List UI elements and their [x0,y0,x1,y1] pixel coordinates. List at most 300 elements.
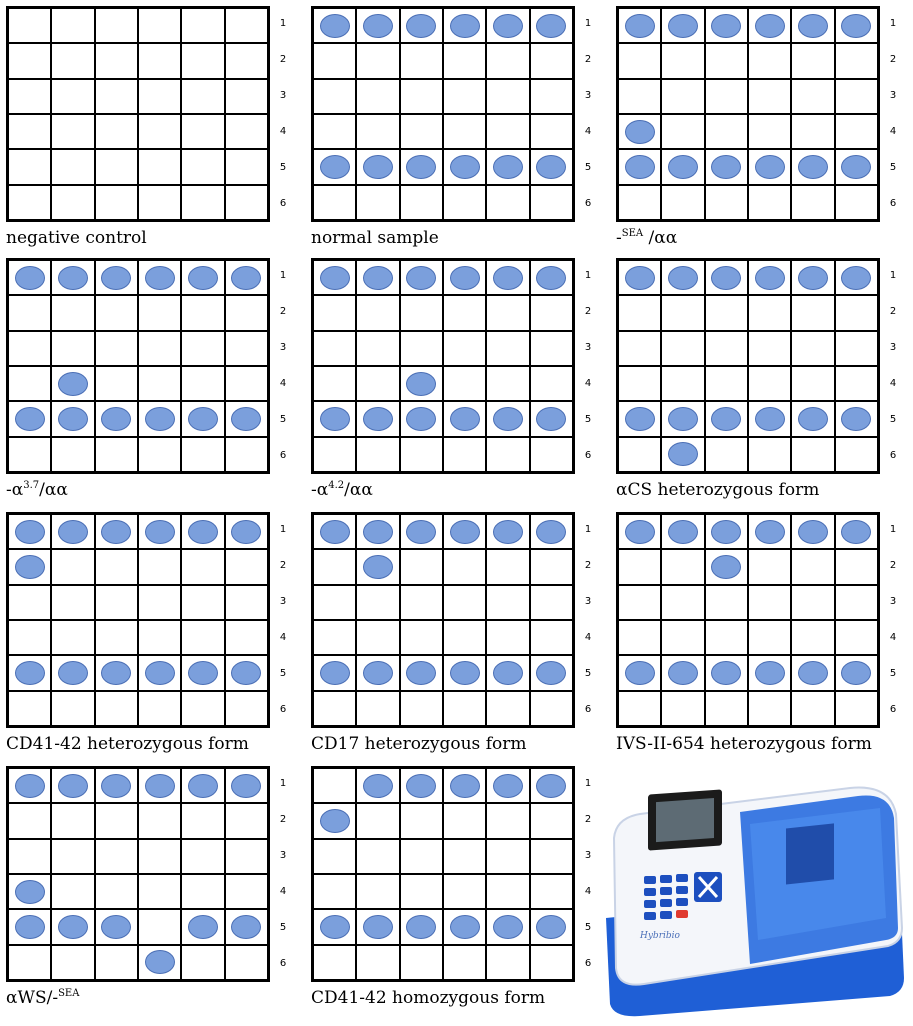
row-number: 6 [279,958,287,969]
grid-cell [225,8,268,43]
hybridization-dot [711,407,741,431]
row-number: 5 [889,668,897,679]
grid-cell [530,331,573,366]
hybridization-dot [363,155,393,179]
hybridization-dot [450,661,480,685]
row-number: 3 [889,90,897,101]
grid-cell [225,549,268,584]
grid-cell [748,79,791,114]
row-number: 1 [889,524,897,535]
grid-cell [748,620,791,655]
grid-cell [748,401,791,436]
grid-cell [791,260,834,295]
row-number: 5 [279,162,287,173]
hybridization-dot [188,661,218,685]
grid-cell [138,803,181,838]
grid-cell [138,295,181,330]
grid-cell [530,366,573,401]
grid-cell [95,8,138,43]
hybridization-dot [406,915,436,939]
hybridization-dot [798,661,828,685]
hybridization-dot [841,155,871,179]
grid-cell [225,114,268,149]
grid-cell [138,185,181,220]
grid-cell [138,114,181,149]
row-number: 6 [889,704,897,715]
grid-cell [443,79,486,114]
grid-cell [51,401,94,436]
grid-cell [530,691,573,726]
grid-cell [835,437,878,472]
grid-cell [356,43,399,78]
label-text: CD41-42 homozygous form [311,988,546,1008]
grid-cell [748,366,791,401]
row-number: 2 [279,306,287,317]
hybridization-dot [101,520,131,544]
grid-cell [356,768,399,803]
grid-cell [51,437,94,472]
grid-cell [8,437,51,472]
grid-cell [138,43,181,78]
grid-cell [791,655,834,690]
hybridization-dot [668,520,698,544]
hybridization-dot [58,661,88,685]
grid-cell [661,514,704,549]
hybridization-dot [711,266,741,290]
genotype-panel [610,0,910,250]
row-number: 5 [279,668,287,679]
row-number: 4 [889,126,897,137]
row-number: 2 [889,54,897,65]
grid-cell [400,768,443,803]
hybridization-dot [798,155,828,179]
grid-cell [138,260,181,295]
grid-cell [748,8,791,43]
grid-cell [8,909,51,944]
grid-cell [8,655,51,690]
grid-cell [8,366,51,401]
grid-cell [748,260,791,295]
grid-cell [400,260,443,295]
grid-cell [791,185,834,220]
hybridization-dot [101,774,131,798]
grid-cell [51,514,94,549]
grid-cell [356,620,399,655]
hybridization-dot [188,407,218,431]
hybridization-dot [101,915,131,939]
hybridization-dot [406,14,436,38]
grid-cell [618,260,661,295]
hybridization-dot [536,915,566,939]
grid-cell [400,585,443,620]
grid-cell [748,114,791,149]
grid-cell [138,620,181,655]
grid-cell [356,79,399,114]
grid-cell [791,295,834,330]
grid-cell [748,691,791,726]
grid-cell [618,549,661,584]
row-number: 4 [889,378,897,389]
grid-cell [661,295,704,330]
grid-cell [138,549,181,584]
hybridization-dot [668,14,698,38]
grid-cell [313,655,356,690]
row-number: 4 [584,378,592,389]
hybridization-dot [668,442,698,466]
grid-cell [313,585,356,620]
grid-cell [618,79,661,114]
grid-cell [138,8,181,43]
grid-cell [486,43,529,78]
grid-cell [313,295,356,330]
grid-cell [400,401,443,436]
grid-cell [356,295,399,330]
grid-cell [791,114,834,149]
hybridization-dot [711,661,741,685]
grid-cell [661,366,704,401]
grid-cell [486,909,529,944]
grid-cell [8,803,51,838]
row-number: 1 [889,18,897,29]
hybridization-dot [58,915,88,939]
grid-cell [225,514,268,549]
grid-cell [356,909,399,944]
probe-grid [311,512,575,728]
hybridization-dot [15,774,45,798]
grid-cell [313,185,356,220]
grid-cell [138,839,181,874]
row-number: 6 [584,958,592,969]
grid-cell [748,149,791,184]
probe-grid [311,766,575,982]
grid-cell [443,366,486,401]
grid-cell [225,839,268,874]
hybridization-dot [493,774,523,798]
grid-cell [356,114,399,149]
grid-cell [313,149,356,184]
grid-cell [530,620,573,655]
grid-cell [181,149,224,184]
grid-cell [8,260,51,295]
hybridization-dot [493,155,523,179]
label-superscript: SEA [58,988,80,999]
grid-cell [705,514,748,549]
hybridization-dot [493,661,523,685]
grid-cell [8,691,51,726]
grid-cell [618,8,661,43]
grid-cell [400,295,443,330]
grid-cell [225,437,268,472]
grid-cell [356,691,399,726]
hybridization-dot [101,407,131,431]
probe-grid [6,766,270,982]
grid-cell [400,945,443,980]
row-number: 5 [889,162,897,173]
grid-cell [530,945,573,980]
grid-cell [8,43,51,78]
hybridization-dot [450,407,480,431]
grid-cell [661,655,704,690]
grid-cell [705,366,748,401]
probe-grid [616,258,880,474]
genotype-panel [0,0,300,250]
grid-cell [225,691,268,726]
row-number: 1 [889,270,897,281]
grid-cell [443,43,486,78]
row-number: 3 [889,596,897,607]
grid-cell [530,768,573,803]
grid-cell [443,549,486,584]
grid-cell [486,549,529,584]
grid-cell [791,585,834,620]
grid-cell [225,909,268,944]
grid-cell [51,839,94,874]
grid-cell [51,585,94,620]
grid-cell [356,401,399,436]
grid-cell [443,295,486,330]
hybridization-dot [58,520,88,544]
panel-label [311,228,439,248]
grid-cell [95,839,138,874]
grid-cell [8,149,51,184]
hybridization-dot [320,661,350,685]
grid-cell [443,514,486,549]
row-number: 5 [584,414,592,425]
row-number: 2 [584,306,592,317]
label-text: αWS/- [6,988,59,1008]
grid-cell [51,366,94,401]
grid-cell [791,401,834,436]
label-text: normal sample [311,228,439,248]
grid-cell [313,549,356,584]
row-number: 4 [279,886,287,897]
grid-cell [95,79,138,114]
row-number: 5 [584,668,592,679]
grid-cell [400,149,443,184]
grid-cell [51,620,94,655]
hybridization-dot [320,266,350,290]
row-number: 3 [279,342,287,353]
grid-cell [95,549,138,584]
grid-cell [748,549,791,584]
hybridization-dot [450,520,480,544]
grid-cell [313,114,356,149]
grid-cell [835,331,878,366]
panel-label [311,988,545,1008]
grid-cell [486,114,529,149]
panel-label [616,734,872,754]
row-number: 6 [889,450,897,461]
hybridization-dot [450,155,480,179]
hybridization-dot [320,520,350,544]
grid-cell [8,295,51,330]
grid-cell [530,803,573,838]
grid-cell [530,655,573,690]
row-number: 6 [279,450,287,461]
row-number: 2 [584,814,592,825]
hybridization-dot [711,155,741,179]
row-number: 5 [279,414,287,425]
grid-cell [661,331,704,366]
grid-cell [618,295,661,330]
hybridization-dot [320,915,350,939]
grid-cell [486,655,529,690]
grid-cell [356,803,399,838]
probe-grid [6,6,270,222]
hybridization-dot [798,520,828,544]
probe-grid [6,258,270,474]
hybridization-dot [15,880,45,904]
grid-cell [181,8,224,43]
row-number: 2 [279,54,287,65]
hybridization-dot [231,915,261,939]
label-text: - [616,228,622,248]
grid-cell [225,620,268,655]
grid-cell [791,149,834,184]
grid-cell [748,331,791,366]
hybridization-dot [363,774,393,798]
grid-cell [705,401,748,436]
hybridization-dot [101,661,131,685]
grid-cell [400,549,443,584]
label-text: negative control [6,228,147,248]
row-number: 5 [889,414,897,425]
genotype-panel [0,506,300,756]
row-number: 6 [889,198,897,209]
row-number: 1 [279,778,287,789]
grid-cell [530,8,573,43]
hybridization-dot [450,774,480,798]
grid-cell [138,437,181,472]
genotype-panel [305,506,605,756]
grid-cell [748,585,791,620]
grid-cell [95,295,138,330]
grid-cell [356,585,399,620]
grid-cell [8,401,51,436]
grid-cell [661,549,704,584]
grid-cell [225,79,268,114]
grid-cell [530,585,573,620]
grid-cell [748,295,791,330]
hybridization-dot [188,915,218,939]
hybridization-dot [406,520,436,544]
grid-cell [356,8,399,43]
grid-cell [443,691,486,726]
grid-cell [400,8,443,43]
row-number: 2 [279,560,287,571]
grid-cell [313,366,356,401]
hybridization-dot [798,407,828,431]
grid-cell [661,114,704,149]
hybridization-dot [15,915,45,939]
grid-cell [181,401,224,436]
grid-cell [486,366,529,401]
hybridization-dot [15,555,45,579]
hybridization-dot [755,407,785,431]
grid-cell [138,655,181,690]
grid-cell [95,149,138,184]
grid-cell [486,437,529,472]
grid-cell [618,514,661,549]
grid-cell [443,437,486,472]
grid-cell [486,185,529,220]
row-number: 1 [279,270,287,281]
hybridization-dot [101,266,131,290]
grid-cell [356,514,399,549]
grid-cell [51,945,94,980]
row-number: 1 [584,524,592,535]
hybridization-dot [841,407,871,431]
grid-cell [181,43,224,78]
row-number: 2 [584,54,592,65]
grid-cell [313,260,356,295]
grid-cell [8,114,51,149]
grid-cell [835,79,878,114]
hybridization-dot [625,266,655,290]
grid-cell [95,331,138,366]
hybridization-dot [58,266,88,290]
hybridization-dot [15,266,45,290]
grid-cell [181,295,224,330]
label-text-suffix: /αα [39,480,68,500]
row-number: 6 [584,704,592,715]
row-number: 6 [584,198,592,209]
grid-cell [356,366,399,401]
grid-cell [661,691,704,726]
grid-cell [95,43,138,78]
hybridization-dot [841,14,871,38]
panel-label [6,228,147,248]
hybridization-dot [841,520,871,544]
grid-cell [356,874,399,909]
hybridization-dot [625,407,655,431]
hybridization-dot [58,407,88,431]
grid-cell [661,8,704,43]
grid-cell [138,874,181,909]
grid-cell [791,8,834,43]
grid-cell [181,366,224,401]
grid-cell [8,185,51,220]
grid-cell [313,839,356,874]
grid-cell [313,803,356,838]
grid-cell [8,620,51,655]
grid-cell [661,43,704,78]
grid-cell [400,79,443,114]
grid-cell [225,945,268,980]
grid-cell [443,585,486,620]
grid-cell [400,874,443,909]
grid-cell [356,185,399,220]
grid-cell [51,909,94,944]
hybridization-dot [536,266,566,290]
grid-cell [443,803,486,838]
row-number: 4 [584,886,592,897]
grid-cell [313,43,356,78]
grid-cell [138,366,181,401]
grid-cell [181,803,224,838]
grid-cell [51,114,94,149]
hybridization-dot [711,555,741,579]
grid-cell [705,620,748,655]
hybridization-dot [231,774,261,798]
row-number: 2 [889,306,897,317]
grid-cell [8,839,51,874]
grid-cell [225,874,268,909]
row-number: 3 [279,90,287,101]
grid-cell [356,437,399,472]
grid-cell [356,945,399,980]
grid-cell [95,945,138,980]
